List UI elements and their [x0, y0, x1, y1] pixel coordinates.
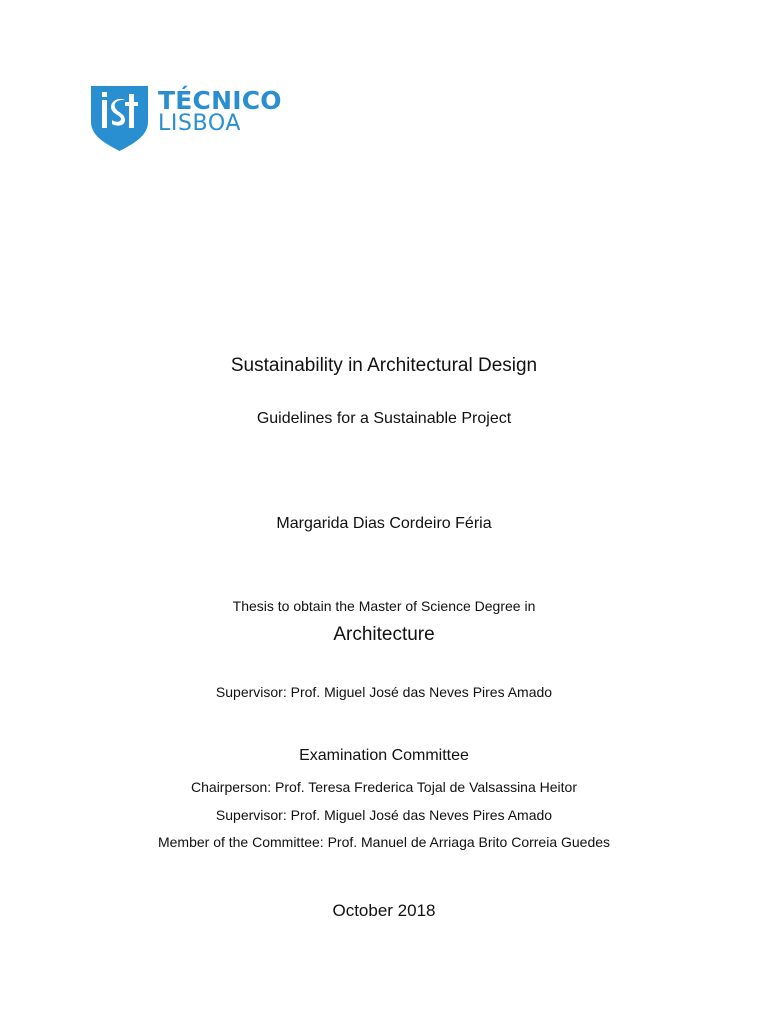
submission-date: October 2018	[332, 901, 436, 920]
thesis-title: Sustainability in Architectural Design	[230, 355, 538, 376]
degree-name: Architecture	[333, 624, 435, 645]
supervisor-line: Supervisor: Prof. Miguel José das Neves Pires Amado	[215, 684, 553, 700]
committee-member: Member of the Committee: Prof. Manuel de Arriaga Brito Correia Guedes	[157, 834, 611, 850]
thesis-subtitle: Guidelines for a Sustainable Project	[256, 410, 512, 427]
committee-member: Chairperson: Prof. Teresa Frederica Tojal de Valsassina Heitor	[191, 779, 577, 795]
committee-heading: Examination Committee	[299, 747, 469, 764]
degree-intro: Thesis to obtain the Master of Science Degree in	[232, 598, 536, 614]
logo-name-line2: LISBOA	[158, 111, 241, 136]
institution-logo	[91, 86, 282, 152]
logo-wordmark	[158, 88, 282, 135]
committee-member: Supervisor: Prof. Miguel José das Neves Pires Amado	[215, 807, 553, 823]
shield-icon	[91, 86, 148, 151]
author-name: Margarida Dias Cordeiro Féria	[276, 515, 492, 532]
logo-name-line1: TÉCNICO	[158, 86, 282, 115]
